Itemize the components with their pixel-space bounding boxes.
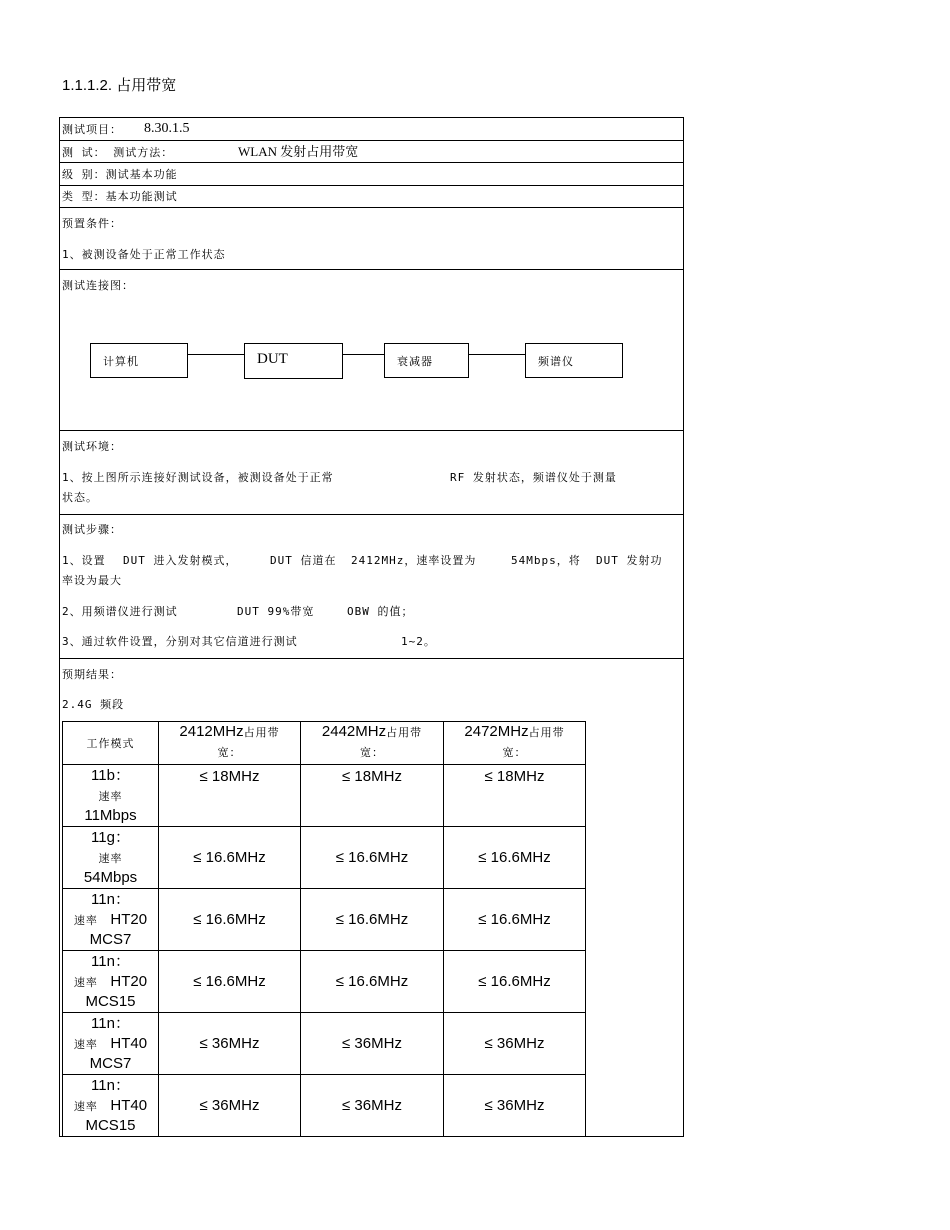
diagram-connector (343, 354, 384, 355)
diagram-box-label: DUT (257, 351, 288, 367)
step2-part: 2、用频谱仪进行测试 (62, 605, 178, 618)
mode-cell: 11n： 速率 HT20 MCS7 (63, 889, 159, 951)
step1-part: 率设为最大 (62, 574, 122, 587)
value-cell: ≤ 16.6MHz (301, 827, 444, 889)
step2-part: DUT 99%带宽 (237, 605, 315, 618)
step1-part: 54Mbps，将 (511, 554, 581, 567)
value-cell: ≤ 16.6MHz (301, 889, 444, 951)
test-case-table (59, 117, 684, 1137)
value-cell: ≤ 16.6MHz (444, 889, 586, 951)
value-cell: ≤ 16.6MHz (159, 827, 301, 889)
diagram-title: 测试连接图： (62, 279, 134, 292)
header-freq: 2472MHz占用带 宽： (444, 722, 586, 765)
diagram-box-label: 衰减器 (397, 355, 433, 368)
table-row (63, 951, 586, 1013)
value-cell: ≤ 18MHz (159, 765, 301, 827)
results-table (62, 721, 586, 1137)
table-row (63, 827, 586, 889)
value-cell: ≤ 16.6MHz (444, 951, 586, 1013)
row-divider (60, 514, 683, 515)
step1-part: DUT 信道在 (270, 554, 337, 567)
precondition-title: 预置条件： (62, 217, 122, 230)
item-code: 8.30.1.5 (144, 121, 190, 136)
diagram-connector (188, 354, 244, 355)
precondition-item: 1、被测设备处于正常工作状态 (62, 248, 226, 261)
value-cell: ≤ 36MHz (444, 1075, 586, 1137)
value-cell: ≤ 16.6MHz (159, 889, 301, 951)
value-cell: ≤ 36MHz (301, 1013, 444, 1075)
step3-part: 3、通过软件设置，分别对其它信道进行测试 (62, 635, 298, 648)
step2-part: OBW 的值； (347, 605, 414, 618)
section-heading: 1.1.1.2. 占用带宽 (62, 77, 177, 94)
row-divider (60, 658, 683, 659)
purpose-label: 测 试： 测试方法： (62, 146, 174, 159)
step3-part: 1~2。 (401, 635, 436, 648)
test-env-title: 测试环境： (62, 440, 122, 453)
diagram-box-spectrum-analyzer (525, 343, 623, 378)
test-env-line: 1、按上图所示连接好测试设备，被测设备处于正常 (62, 471, 334, 484)
value-cell: ≤ 36MHz (159, 1013, 301, 1075)
header-freq: 2442MHz占用带 宽： (301, 722, 444, 765)
value-cell: ≤ 16.6MHz (301, 951, 444, 1013)
purpose-value: WLAN 发射占用带宽 (238, 144, 359, 159)
level-row: 级 别：测试基本功能 (62, 168, 178, 181)
row-divider (60, 207, 683, 208)
mode-cell: 11n： 速率 HT20 MCS15 (63, 951, 159, 1013)
value-cell: ≤ 16.6MHz (159, 951, 301, 1013)
mode-cell: 11b： 速率 11Mbps (63, 765, 159, 827)
mode-cell: 11g： 速率 54Mbps (63, 827, 159, 889)
steps-title: 测试步骤： (62, 523, 122, 536)
value-cell: ≤ 36MHz (301, 1075, 444, 1137)
table-header-row (63, 722, 586, 765)
table-row (63, 1013, 586, 1075)
diagram-box-dut (244, 343, 343, 379)
step1-part: DUT 进入发射模式， (123, 554, 238, 567)
step1-part: 1、设置 (62, 554, 106, 567)
value-cell: ≤ 16.6MHz (444, 827, 586, 889)
mode-cell: 11n： 速率 HT40 MCS15 (63, 1075, 159, 1137)
diagram-box-computer (90, 343, 188, 378)
diagram-box-label: 频谱仪 (538, 355, 574, 368)
value-cell: ≤ 36MHz (444, 1013, 586, 1075)
value-cell: ≤ 36MHz (159, 1075, 301, 1137)
result-subtitle: 2.4G 频段 (62, 698, 125, 711)
test-env-line-rf: RF 发射状态，频谱仪处于测量 (450, 471, 617, 484)
header-freq: 2412MHz占用带 宽： (159, 722, 301, 765)
row-divider (60, 140, 683, 141)
type-row: 类 型：基本功能测试 (62, 190, 178, 203)
table-row (63, 1075, 586, 1137)
item-label: 测试项目： (62, 123, 122, 136)
row-divider (60, 430, 683, 431)
diagram-box-attenuator (384, 343, 469, 378)
mode-cell: 11n： 速率 HT40 MCS7 (63, 1013, 159, 1075)
result-title: 预期结果： (62, 668, 122, 681)
table-row (63, 765, 586, 827)
diagram-box-label: 计算机 (103, 355, 139, 368)
row-divider (60, 162, 683, 163)
row-divider (60, 185, 683, 186)
step1-part: 2412MHz，速率设置为 (351, 554, 477, 567)
value-cell: ≤ 18MHz (301, 765, 444, 827)
table-row (63, 889, 586, 951)
test-env-line-2: 状态。 (62, 491, 98, 504)
step1-part: DUT 发射功 (596, 554, 663, 567)
row-divider (60, 269, 683, 270)
diagram-connector (469, 354, 525, 355)
header-mode: 工作模式 (63, 722, 159, 765)
value-cell: ≤ 18MHz (444, 765, 586, 827)
